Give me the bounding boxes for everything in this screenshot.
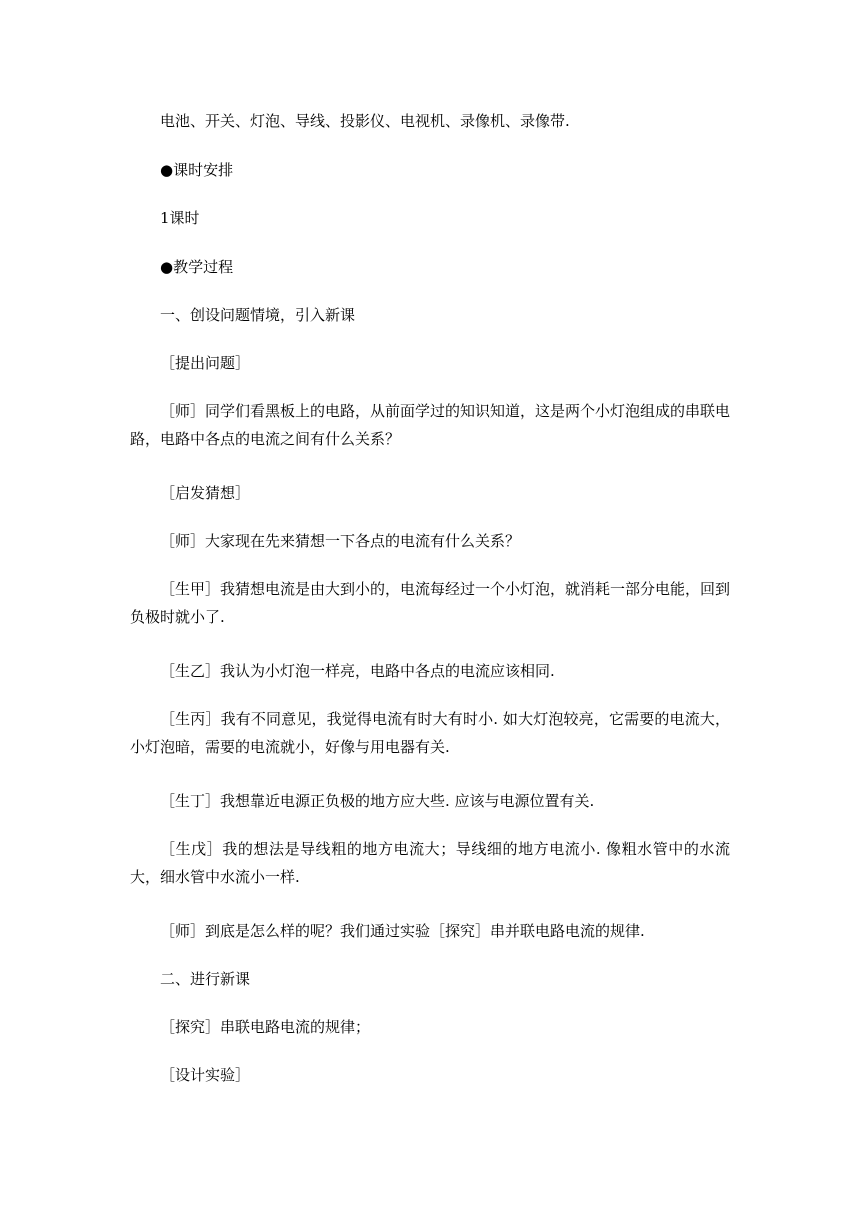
student-d-paragraph: ［生丁］我想靠近电源正负极的地方应大些. 应该与电源位置有关. (160, 792, 595, 810)
student-e-paragraph: ［生戊］我的想法是导线粗的地方电流大；导线细的地方电流小. 像粗水管中的水流大，细水管中水流小一样. (130, 840, 730, 886)
tag-design-experiment: ［设计实验］ (160, 1066, 251, 1084)
teacher-question-paragraph: ［师］同学们看黑板上的电路，从前面学过的知识知道，这是两个小灯泡组成的串联电路，电路中各点的电流之间有什么关系？ (130, 402, 731, 448)
subsection-heading-new-lesson: 二、进行新课 (160, 970, 251, 988)
student-c-paragraph: ［生丙］我有不同意见，我觉得电流有时大有时小. 如大灯泡较亮，它需要的电流大，小灯泡暗，需要的电流就小，好像与用电器有关. (130, 710, 730, 756)
materials-list: 电池、开关、灯泡、导线、投影仪、电视机、录像机、录像带. (160, 112, 570, 130)
tag-raise-question: ［提出问题］ (160, 354, 251, 372)
schedule-text: 1课时 (160, 209, 200, 227)
section-heading-schedule: ●课时安排 (160, 161, 234, 179)
subsection-heading-intro: 一、创设问题情境，引入新课 (160, 306, 356, 324)
student-a-paragraph: ［生甲］我猜想电流是由大到小的，电流每经过一个小灯泡，就消耗一部分电能，回到负极时就小了. (130, 580, 731, 626)
student-b-paragraph: ［生乙］我认为小灯泡一样亮，电路中各点的电流应该相同. (160, 662, 555, 680)
tag-explore: ［探究］串联电路电流的规律； (160, 1018, 371, 1036)
teacher-guess-prompt: ［师］大家现在先来猜想一下各点的电流有什么关系？ (160, 532, 521, 550)
tag-inspire-guess: ［启发猜想］ (160, 484, 251, 502)
teacher-conclusion-paragraph: ［师］到底是怎么样的呢？我们通过实验［探究］串并联电路电流的规律. (160, 922, 645, 940)
section-heading-process: ●教学过程 (160, 258, 234, 276)
